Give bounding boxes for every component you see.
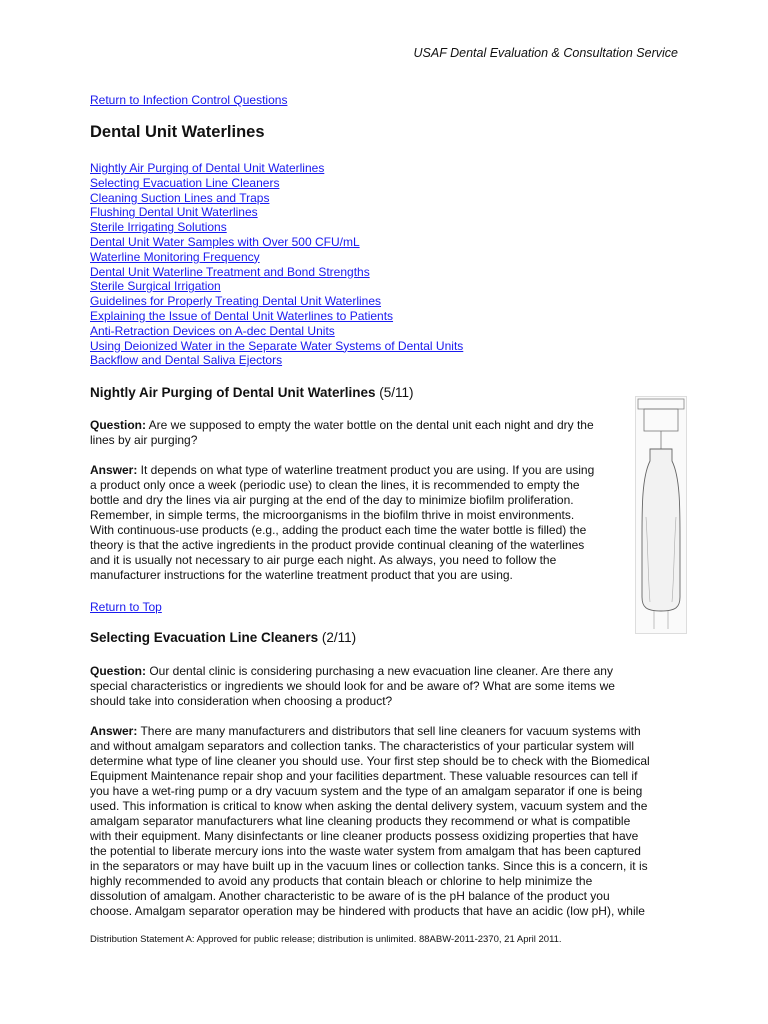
toc-link[interactable]: Backflow and Dental Saliva Ejectors — [90, 353, 283, 368]
text-line: and without amalgam separators and collection tanks. The characteristics of your particular system will — [90, 739, 635, 753]
text-line: theory is that the active ingredients in the product provide continual cleaning of the waterlines — [90, 538, 585, 552]
toc-link[interactable]: Sterile Surgical Irrigation — [90, 279, 221, 294]
text-line: choose. Amalgam separator operation may be hindered with products that have an acidic (low pH), while — [90, 904, 645, 918]
water-bottle-illustration — [635, 396, 687, 634]
question-label: Question: — [90, 418, 146, 432]
toc-link[interactable]: Cleaning Suction Lines and Traps — [90, 190, 270, 205]
text-line: determine what type of line cleaner you should use. Your first step should be to check with the Biomedical — [90, 754, 650, 768]
toc-link[interactable]: Explaining the Issue of Dental Unit Waterlines to Patients — [90, 308, 394, 323]
text-line: should take into consideration when choosing a product? — [90, 694, 393, 708]
question-label: Question: — [90, 664, 146, 678]
section-date: (5/11) — [379, 385, 414, 400]
toc-link[interactable]: Anti-Retraction Devices on A-dec Dental Units — [90, 323, 335, 338]
section-heading-evacuation-cleaners — [90, 630, 356, 645]
text-line: dissolution of amalgam. Another characteristic to be aware of is the pH balance of the product you — [90, 889, 610, 903]
answer-paragraph — [90, 463, 594, 583]
water-bottle-icon — [636, 397, 686, 633]
text-line: Are we supposed to empty the water bottle on the dental unit each night and dry the — [146, 418, 594, 432]
section-heading-text: Selecting Evacuation Line Cleaners — [90, 630, 319, 645]
text-line: Our dental clinic is considering purchasing a new evacuation line cleaner. Are there any — [146, 664, 613, 678]
text-line: and it is usually not necessary to air purge each night. As always, you need to follow the — [90, 553, 557, 567]
text-line: Equipment Maintenance repair shop and your facilities department. These valuable resources can tell if — [90, 769, 638, 783]
toc-link[interactable]: Dental Unit Waterline Treatment and Bond Strengths — [90, 264, 370, 279]
section-heading-air-purging — [90, 385, 414, 400]
table-of-contents — [90, 161, 463, 368]
toc-link[interactable]: Guidelines for Properly Treating Dental Unit Waterlines — [90, 294, 382, 309]
question-paragraph — [90, 664, 615, 709]
question-paragraph — [90, 418, 594, 448]
text-line: with their equipment. Many disinfectants or line cleaner products possess oxidizing properties that have — [90, 829, 639, 843]
text-line: It depends on what type of waterline treatment product you are using. If you are using — [137, 463, 595, 477]
return-to-top-link[interactable]: Return to Top — [90, 600, 162, 614]
toc-link[interactable]: Using Deionized Water in the Separate Water Systems of Dental Units — [90, 338, 464, 353]
return-to-questions-link[interactable]: Return to Infection Control Questions — [90, 93, 288, 107]
answer-paragraph — [90, 724, 650, 919]
toc-link[interactable]: Nightly Air Purging of Dental Unit Waterlines — [90, 161, 325, 175]
text-line: With continuous-use products (e.g., adding the product each time the water bottle is filled) the — [90, 523, 587, 537]
answer-label: Answer: — [90, 463, 138, 477]
toc-link[interactable]: Selecting Evacuation Line Cleaners — [90, 175, 280, 190]
text-line: amalgam separator manufacturers what line cleaning products they recommend or what is compatible — [90, 814, 631, 828]
text-line: in the separators or may have built up in the vacuum lines or collection tanks. Since this is a concern, it is — [90, 859, 648, 873]
text-line: highly recommended to avoid any products that contain bleach or chlorine to help minimize the — [90, 874, 593, 888]
text-line: bottle and dry the lines via air purging at the end of the day to minimize biofilm proliferation. — [90, 493, 574, 507]
text-line: lines by air purging? — [90, 433, 198, 447]
section-date: (2/11) — [321, 630, 357, 645]
toc-link[interactable]: Sterile Irrigating Solutions — [90, 220, 227, 235]
toc-link[interactable]: Waterline Monitoring Frequency — [90, 249, 260, 264]
text-line: manufacturer instructions for the waterline treatment product that you are using. — [90, 568, 513, 582]
text-line: a product only once a week (periodic use) to clean the lines, it is recommended to empty the — [90, 478, 580, 492]
text-line: Remember, in simple terms, the microorganisms in the biofilm thrive in moist environments. — [90, 508, 575, 522]
text-line: special characteristics or ingredients we should look for and be aware of? What are some items we — [90, 679, 615, 693]
text-line: used. This information is critical to know when asking the dental delivery system, vacuum system and the — [90, 799, 648, 813]
section-heading-text: Nightly Air Purging of Dental Unit Waterlines — [90, 385, 376, 400]
text-line: you have a wet-ring pump or a dry vacuum system and the type of an amalgam separator if one is being — [90, 784, 643, 798]
text-line: the potential to liberate mercury ions into the waste water system from amalgam that has been captured — [90, 844, 641, 858]
toc-link[interactable]: Flushing Dental Unit Waterlines — [90, 205, 258, 220]
header-organization: USAF Dental Evaluation & Consultation Service — [413, 46, 678, 60]
answer-label: Answer: — [90, 724, 138, 738]
toc-link[interactable]: Dental Unit Water Samples with Over 500 CFU/mL — [90, 234, 360, 249]
page-title: Dental Unit Waterlines — [90, 123, 265, 141]
distribution-statement: Distribution Statement A: Approved for public release; distribution is unlimited. 88ABW-2011-2370, 21 April 2011. — [90, 934, 562, 945]
text-line: There are many manufacturers and distributors that sell line cleaners for vacuum systems with — [137, 724, 641, 738]
